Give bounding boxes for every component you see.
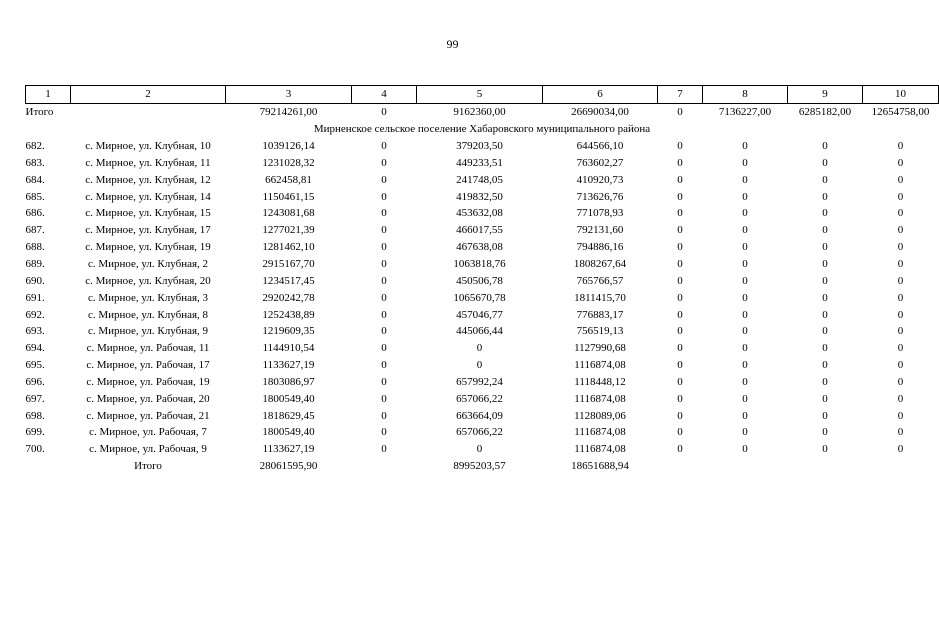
row-cell-c4: 0: [381, 156, 387, 169]
row-address: с. Мирное, ул. Рабочая, 20: [86, 392, 210, 405]
row-cell-c3: 1818629,45: [262, 409, 315, 422]
row-number: 693.: [25, 325, 45, 338]
row-cell-c6: 1118448,12: [574, 375, 626, 388]
table-row: [26, 138, 939, 155]
row-cell-c7: 0: [677, 392, 683, 405]
row-cell-c9: 0: [822, 392, 828, 405]
row-address: с. Мирное, ул. Клубная, 9: [87, 325, 209, 338]
row-cell-c6: 1127990,68: [574, 342, 626, 355]
row-cell-c5: 450506,78: [456, 274, 503, 287]
row-address: с. Мирное, ул. Рабочая, 19: [86, 375, 210, 388]
row-cell-c4: 0: [381, 258, 387, 271]
table-row: [26, 222, 939, 239]
row-cell-c6: 713626,76: [576, 190, 624, 203]
row-number: 687.: [25, 224, 45, 237]
row-cell-c8: 0: [742, 291, 748, 304]
row-cell-c5: 467638,08: [456, 241, 503, 254]
column-header-2: 2: [71, 86, 226, 104]
row-number: 691.: [25, 291, 45, 304]
data-table: [25, 85, 939, 475]
row-cell-c10: 0: [897, 359, 904, 372]
row-address: с. Мирное, ул. Клубная, 2: [87, 258, 209, 271]
row-cell-c9: 0: [822, 156, 828, 169]
row-cell-c7: 0: [677, 241, 683, 254]
row-cell-c5: 419832,50: [456, 190, 503, 203]
table-row: [26, 390, 939, 407]
total-cell: 9162360,00: [453, 106, 506, 119]
row-number: 696.: [25, 375, 45, 388]
row-cell-c4: 0: [381, 291, 387, 304]
row-cell-c5: 657066,22: [456, 426, 503, 439]
row-cell-c9: 0: [822, 443, 828, 456]
row-address: с. Мирное, ул. Клубная, 14: [85, 190, 211, 203]
row-cell-c8: 0: [742, 392, 748, 405]
column-header-3: 3: [226, 86, 352, 104]
table-row: [26, 289, 939, 306]
row-cell-c4: 0: [381, 375, 387, 388]
row-cell-c5: 657992,24: [456, 375, 503, 388]
row-number: 694.: [25, 342, 45, 355]
row-cell-c10: 0: [897, 190, 904, 203]
table-row: [26, 155, 939, 172]
row-cell-c3: 1150461,15: [262, 190, 315, 203]
table-row: [26, 205, 939, 222]
column-header-row: [26, 86, 939, 104]
row-cell-c9: 0: [822, 291, 828, 304]
row-cell-c3: 1803086,97: [262, 375, 315, 388]
row-cell-c3: 1243081,68: [262, 207, 315, 220]
row-address: с. Мирное, ул. Клубная, 10: [85, 140, 211, 153]
row-cell-c5: 1065670,78: [453, 291, 506, 304]
row-cell-c6: 1116874,08: [574, 426, 626, 439]
total-cell: 28061595,90: [259, 460, 318, 473]
row-cell-c5: 241748,05: [456, 173, 503, 186]
page-number: 99: [446, 37, 459, 51]
row-cell-c8: 0: [742, 258, 748, 271]
row-cell-c7: 0: [677, 443, 683, 456]
section-title-row: [26, 121, 939, 138]
row-cell-c8: 0: [742, 241, 748, 254]
row-cell-c7: 0: [677, 140, 683, 153]
row-cell-c9: 0: [822, 258, 828, 271]
row-cell-c6: 644566,10: [576, 140, 624, 153]
row-cell-c3: 1277021,39: [262, 224, 315, 237]
row-number: 684.: [25, 173, 45, 186]
row-cell-c3: 1252438,89: [262, 308, 315, 321]
row-cell-c4: 0: [381, 190, 387, 203]
column-header-1: 1: [26, 86, 71, 104]
row-cell-c10: 0: [897, 241, 904, 254]
row-cell-c7: 0: [677, 156, 683, 169]
row-address: с. Мирное, ул. Клубная, 3: [87, 291, 209, 304]
total-cell: 26690034,00: [571, 106, 629, 119]
row-cell-c8: 0: [742, 156, 748, 169]
row-address: с. Мирное, ул. Рабочая, 11: [86, 342, 210, 355]
row-cell-c4: 0: [381, 274, 387, 287]
row-address: с. Мирное, ул. Клубная, 11: [85, 156, 211, 169]
row-cell-c8: 0: [742, 190, 748, 203]
table-row: [26, 323, 939, 340]
row-cell-c8: 0: [742, 308, 748, 321]
total-cell: [703, 458, 788, 475]
total-cell: [658, 458, 703, 475]
row-cell-c10: 0: [897, 207, 904, 220]
total-cell: 18651688,94: [571, 460, 629, 473]
row-cell-c6: 776883,17: [576, 308, 624, 321]
table-row: [26, 306, 939, 323]
row-cell-c3: 2920242,78: [262, 291, 315, 304]
row-cell-c4: 0: [381, 409, 387, 422]
row-cell-c4: 0: [381, 207, 387, 220]
row-cell-c9: 0: [822, 409, 828, 422]
column-header-9: 9: [788, 86, 863, 104]
row-cell-c4: 0: [381, 392, 387, 405]
row-cell-c5: 445066,44: [456, 325, 503, 338]
row-cell-c3: 1133627,19: [262, 359, 315, 372]
row-number: 700.: [25, 443, 45, 456]
row-cell-c7: 0: [677, 190, 683, 203]
row-cell-c8: 0: [742, 409, 748, 422]
row-number: 692.: [25, 308, 45, 321]
column-header-6: 6: [543, 86, 658, 104]
row-cell-c10: 0: [897, 258, 904, 271]
row-cell-c7: 0: [677, 258, 683, 271]
row-cell-c10: 0: [897, 409, 904, 422]
row-cell-c3: 1281462,10: [262, 241, 315, 254]
row-cell-c9: 0: [822, 190, 828, 203]
row-cell-c9: 0: [822, 224, 828, 237]
row-address: с. Мирное, ул. Рабочая, 17: [86, 359, 210, 372]
row-cell-c5: 449233,51: [456, 156, 503, 169]
row-cell-c10: 0: [897, 375, 904, 388]
table-row: [26, 340, 939, 357]
total-spacer: [26, 458, 71, 475]
row-cell-c5: 657066,22: [456, 392, 503, 405]
row-cell-c10: 0: [897, 325, 904, 338]
row-cell-c4: 0: [381, 308, 387, 321]
row-cell-c6: 763602,27: [576, 156, 624, 169]
table-row: [26, 357, 939, 374]
row-cell-c7: 0: [677, 224, 683, 237]
row-cell-c9: 0: [822, 241, 828, 254]
total-cell: 6285182,00: [798, 106, 852, 119]
table-row: [26, 171, 939, 188]
row-cell-c4: 0: [381, 241, 387, 254]
row-cell-c8: 0: [742, 342, 748, 355]
row-cell-c8: 0: [742, 173, 748, 186]
row-cell-c3: 1800549,40: [262, 426, 315, 439]
row-number: 688.: [25, 241, 45, 254]
row-number: 685.: [25, 190, 45, 203]
row-cell-c6: 410920,73: [576, 173, 624, 186]
column-header-4: 4: [352, 86, 417, 104]
table-row: [26, 424, 939, 441]
row-cell-c10: 0: [897, 443, 904, 456]
row-cell-c3: 1800549,40: [262, 392, 315, 405]
row-cell-c3: 2915167,70: [262, 258, 315, 271]
row-cell-c9: 0: [822, 342, 828, 355]
row-cell-c6: 1116874,08: [574, 392, 626, 405]
total-cell: 79214261,00: [259, 106, 318, 119]
row-number: 695.: [25, 359, 45, 372]
section-title: Мирненское сельское поселение Хабаровского муниципального района: [313, 123, 651, 136]
row-cell-c4: 0: [381, 140, 387, 153]
column-header-7: 7: [658, 86, 703, 104]
row-cell-c7: 0: [677, 173, 683, 186]
row-cell-c3: 1144910,54: [262, 342, 315, 355]
row-cell-c7: 0: [677, 274, 683, 287]
row-cell-c10: 0: [897, 291, 904, 304]
row-cell-c3: 1039126,14: [262, 140, 315, 153]
row-cell-c5: 457046,77: [456, 308, 503, 321]
row-address: с. Мирное, ул. Клубная, 8: [87, 308, 209, 321]
row-cell-c8: 0: [742, 224, 748, 237]
total-label: Итого: [25, 106, 54, 119]
row-cell-c10: 0: [897, 426, 904, 439]
row-cell-c4: 0: [381, 224, 387, 237]
total-label: Итого: [134, 460, 162, 473]
row-number: 699.: [25, 426, 45, 439]
row-cell-c10: 0: [897, 274, 904, 287]
row-cell-c5: 379203,50: [456, 140, 503, 153]
row-cell-c8: 0: [742, 140, 748, 153]
table-row: [26, 256, 939, 273]
table-row: [26, 272, 939, 289]
row-cell-c5: 0: [476, 443, 483, 456]
row-cell-c6: 1116874,08: [574, 443, 626, 456]
total-cell: 7136227,00: [718, 106, 772, 119]
row-cell-c3: 1219609,35: [262, 325, 315, 338]
row-cell-c4: 0: [381, 359, 387, 372]
row-cell-c10: 0: [897, 173, 904, 186]
row-address: с. Мирное, ул. Клубная, 20: [85, 274, 211, 287]
row-address: с. Мирное, ул. Клубная, 17: [85, 224, 211, 237]
row-cell-c7: 0: [677, 325, 683, 338]
table-row: [26, 239, 939, 256]
row-cell-c6: 792131,60: [576, 224, 624, 237]
row-number: 698.: [25, 409, 45, 422]
row-cell-c8: 0: [742, 325, 748, 338]
top-total-row: [26, 104, 939, 121]
row-cell-c5: 466017,55: [456, 224, 503, 237]
table-row: [26, 407, 939, 424]
row-cell-c7: 0: [677, 342, 683, 355]
row-cell-c9: 0: [822, 308, 828, 321]
total-cell: 12654758,00: [871, 106, 930, 119]
total-cell: [863, 458, 939, 475]
row-cell-c9: 0: [822, 375, 828, 388]
row-address: с. Мирное, ул. Рабочая, 7: [89, 426, 207, 439]
row-cell-c8: 0: [742, 426, 748, 439]
row-cell-c9: 0: [822, 325, 828, 338]
row-number: 686.: [25, 207, 45, 220]
total-cell: 0: [381, 106, 387, 119]
row-cell-c6: 756519,13: [576, 325, 624, 338]
row-cell-c6: 1811415,70: [574, 291, 626, 304]
row-cell-c5: 453632,08: [456, 207, 503, 220]
row-cell-c7: 0: [677, 359, 683, 372]
total-cell: 0: [677, 106, 683, 119]
row-cell-c6: 794886,16: [576, 241, 624, 254]
row-cell-c7: 0: [677, 291, 683, 304]
row-cell-c7: 0: [677, 308, 683, 321]
row-number: 683.: [25, 156, 45, 169]
column-header-8: 8: [703, 86, 788, 104]
row-cell-c6: 765766,57: [576, 274, 624, 287]
row-cell-c3: 1133627,19: [262, 443, 315, 456]
row-cell-c8: 0: [742, 274, 748, 287]
row-cell-c4: 0: [381, 426, 387, 439]
row-number: 690.: [25, 274, 45, 287]
row-cell-c9: 0: [822, 426, 828, 439]
row-cell-c8: 0: [742, 375, 748, 388]
row-cell-c10: 0: [897, 392, 904, 405]
row-cell-c4: 0: [381, 443, 387, 456]
row-cell-c7: 0: [677, 409, 683, 422]
row-address: с. Мирное, ул. Рабочая, 21: [86, 409, 210, 422]
total-cell: 8995203,57: [453, 460, 506, 473]
row-cell-c7: 0: [677, 426, 683, 439]
row-address: с. Мирное, ул. Клубная, 12: [85, 173, 211, 186]
row-address: с. Мирное, ул. Клубная, 15: [85, 207, 211, 220]
row-cell-c5: 0: [476, 359, 483, 372]
row-number: 689.: [25, 258, 45, 271]
row-cell-c3: 1234517,45: [262, 274, 315, 287]
bottom-total-row: [26, 458, 939, 475]
row-cell-c10: 0: [897, 140, 904, 153]
row-cell-c9: 0: [822, 207, 828, 220]
row-cell-c6: 1808267,64: [573, 258, 627, 271]
row-cell-c4: 0: [381, 173, 387, 186]
row-cell-c9: 0: [822, 359, 828, 372]
row-cell-c4: 0: [381, 325, 387, 338]
row-cell-c7: 0: [677, 375, 683, 388]
row-cell-c10: 0: [897, 342, 904, 355]
row-cell-c6: 771078,93: [576, 207, 624, 220]
row-cell-c8: 0: [742, 359, 748, 372]
column-header-10: 10: [863, 86, 939, 104]
row-cell-c5: 663664,09: [456, 409, 503, 422]
table-row: [26, 441, 939, 458]
row-cell-c8: 0: [742, 443, 748, 456]
table-row: [26, 188, 939, 205]
row-number: 697.: [25, 392, 45, 405]
total-cell: [352, 458, 417, 475]
row-cell-c6: 1128089,06: [574, 409, 626, 422]
row-cell-c5: 0: [476, 342, 483, 355]
row-cell-c9: 0: [822, 274, 828, 287]
row-cell-c3: 1231028,32: [262, 156, 315, 169]
row-cell-c4: 0: [381, 342, 387, 355]
row-cell-c6: 1116874,08: [574, 359, 626, 372]
row-address: с. Мирное, ул. Рабочая, 9: [89, 443, 207, 456]
row-cell-c10: 0: [897, 156, 904, 169]
column-header-5: 5: [417, 86, 543, 104]
row-cell-c7: 0: [677, 207, 683, 220]
table-row: [26, 374, 939, 391]
row-cell-c8: 0: [742, 207, 748, 220]
row-address: с. Мирное, ул. Клубная, 19: [85, 241, 211, 254]
total-cell: [788, 458, 863, 475]
row-cell-c5: 1063818,76: [453, 258, 506, 271]
row-cell-c10: 0: [897, 308, 904, 321]
row-cell-c9: 0: [822, 173, 828, 186]
row-number: 682.: [25, 140, 45, 153]
row-cell-c10: 0: [897, 224, 904, 237]
row-cell-c3: 662458,81: [265, 173, 312, 186]
row-cell-c9: 0: [822, 140, 828, 153]
